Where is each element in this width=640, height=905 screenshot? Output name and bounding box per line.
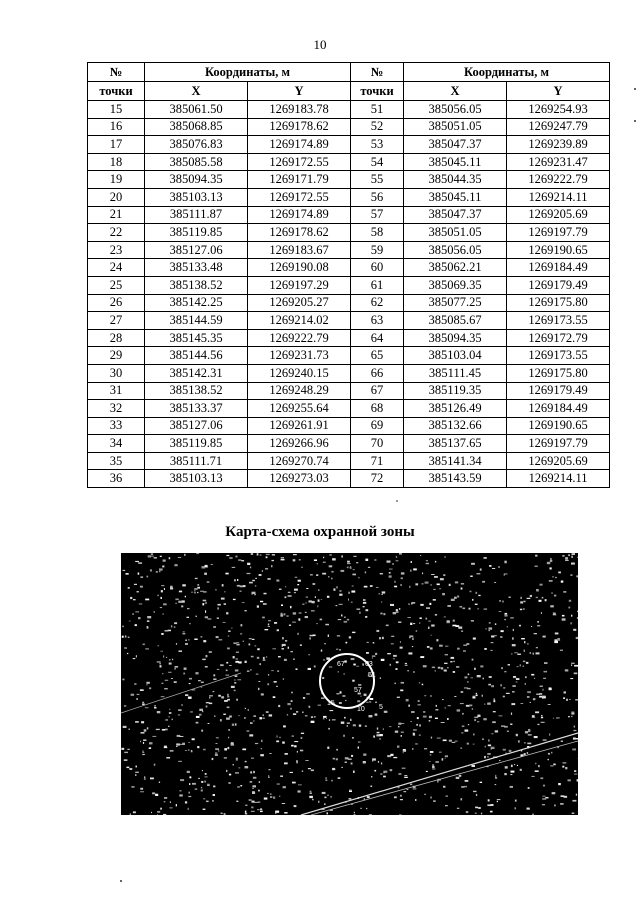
table-row (88, 382, 610, 400)
cell-x-right: 385094.35 (404, 329, 507, 347)
cell-x-left: 385142.31 (145, 364, 248, 382)
cell-x-left: 385144.59 (145, 312, 248, 330)
header-coordinates-left: Координаты, м (145, 63, 351, 82)
map-point-label: 10 (357, 706, 365, 713)
cell-x-left: 385119.85 (145, 224, 248, 242)
cell-point-number-right: 60 (351, 259, 404, 277)
cell-x-right: 385047.37 (404, 206, 507, 224)
cell-point-number-left: 19 (88, 171, 145, 189)
map-point-label: 51 (368, 672, 376, 679)
scan-speck (634, 88, 636, 90)
cell-x-left: 385133.37 (145, 400, 248, 418)
table-row (88, 470, 610, 488)
coordinates-table (87, 62, 610, 488)
table-row (88, 329, 610, 347)
cell-y-right: 1269222.79 (507, 171, 610, 189)
cell-x-left: 385103.13 (145, 188, 248, 206)
cell-x-right: 385132.66 (404, 417, 507, 435)
cell-x-left: 385133.48 (145, 259, 248, 277)
table-row (88, 153, 610, 171)
cell-point-number-right: 51 (351, 101, 404, 119)
table-row (88, 171, 610, 189)
cell-x-right: 385143.59 (404, 470, 507, 488)
cell-x-left: 385085.58 (145, 153, 248, 171)
cell-x-right: 385056.05 (404, 101, 507, 119)
cell-y-right: 1269173.55 (507, 312, 610, 330)
cell-x-left: 385103.13 (145, 470, 248, 488)
scan-speck (120, 880, 122, 882)
cell-point-number-left: 31 (88, 382, 145, 400)
cell-point-number-right: 70 (351, 435, 404, 453)
table-row (88, 118, 610, 136)
cell-x-left: 385145.35 (145, 329, 248, 347)
table-row (88, 188, 610, 206)
table-row (88, 417, 610, 435)
cell-x-right: 385103.04 (404, 347, 507, 365)
cell-x-right: 385137.65 (404, 435, 507, 453)
cell-point-number-right: 53 (351, 136, 404, 154)
cell-x-right: 385141.34 (404, 452, 507, 470)
table-row (88, 241, 610, 259)
cell-x-right: 385051.05 (404, 118, 507, 136)
cell-point-number-right: 68 (351, 400, 404, 418)
cell-x-left: 385111.87 (145, 206, 248, 224)
cell-y-right: 1269179.49 (507, 276, 610, 294)
table-row (88, 452, 610, 470)
cell-y-left: 1269172.55 (248, 153, 351, 171)
cell-point-number-left: 16 (88, 118, 145, 136)
cell-point-number-left: 17 (88, 136, 145, 154)
header-x-right: X (404, 82, 507, 101)
cell-y-left: 1269178.62 (248, 118, 351, 136)
cell-point-number-left: 22 (88, 224, 145, 242)
table-row (88, 435, 610, 453)
map-point-label: 15 (327, 700, 335, 707)
table-row (88, 136, 610, 154)
cell-x-left: 385076.83 (145, 136, 248, 154)
cell-point-number-right: 67 (351, 382, 404, 400)
cell-y-left: 1269174.89 (248, 206, 351, 224)
cell-y-right: 1269197.79 (507, 224, 610, 242)
cell-point-number-right: 71 (351, 452, 404, 470)
table-row (88, 347, 610, 365)
cell-y-right: 1269175.80 (507, 294, 610, 312)
cell-y-right: 1269184.49 (507, 400, 610, 418)
cell-y-left: 1269171.79 (248, 171, 351, 189)
table-row (88, 312, 610, 330)
cell-point-number-right: 52 (351, 118, 404, 136)
cell-y-right: 1269190.65 (507, 241, 610, 259)
table-row (88, 294, 610, 312)
cell-x-left: 385127.06 (145, 241, 248, 259)
header-x-left: X (145, 82, 248, 101)
header-point-label-right: точки (351, 82, 404, 101)
cell-y-left: 1269222.79 (248, 329, 351, 347)
cell-point-number-left: 27 (88, 312, 145, 330)
header-y-right: Y (507, 82, 610, 101)
cell-y-right: 1269239.89 (507, 136, 610, 154)
cell-point-number-left: 33 (88, 417, 145, 435)
cell-point-number-right: 54 (351, 153, 404, 171)
cell-point-number-left: 36 (88, 470, 145, 488)
cell-y-left: 1269261.91 (248, 417, 351, 435)
cell-x-left: 385068.85 (145, 118, 248, 136)
cell-point-number-right: 64 (351, 329, 404, 347)
cell-y-right: 1269205.69 (507, 452, 610, 470)
cell-point-number-left: 15 (88, 101, 145, 119)
cell-point-number-right: 63 (351, 312, 404, 330)
cell-point-number-left: 25 (88, 276, 145, 294)
cell-x-right: 385062.21 (404, 259, 507, 277)
cell-x-right: 385077.25 (404, 294, 507, 312)
cell-point-number-right: 69 (351, 417, 404, 435)
table-subheader-row (88, 82, 610, 101)
cell-x-right: 385069.35 (404, 276, 507, 294)
cell-x-right: 385056.05 (404, 241, 507, 259)
cell-x-right: 385045.11 (404, 153, 507, 171)
cell-y-left: 1269183.67 (248, 241, 351, 259)
table-row (88, 259, 610, 277)
cell-y-right: 1269175.80 (507, 364, 610, 382)
cell-y-right: 1269172.79 (507, 329, 610, 347)
table-row (88, 224, 610, 242)
cell-x-left: 385127.06 (145, 417, 248, 435)
header-y-left: Y (248, 82, 351, 101)
cell-y-right: 1269231.47 (507, 153, 610, 171)
cell-y-right: 1269179.49 (507, 382, 610, 400)
scan-speck (634, 120, 636, 122)
cell-y-left: 1269270.74 (248, 452, 351, 470)
cell-y-left: 1269190.08 (248, 259, 351, 277)
cell-point-number-left: 23 (88, 241, 145, 259)
cell-x-left: 385144.56 (145, 347, 248, 365)
map-point-label: 67 (337, 661, 345, 668)
map-image (121, 553, 578, 815)
cell-x-left: 385119.85 (145, 435, 248, 453)
cell-y-left: 1269183.78 (248, 101, 351, 119)
cell-point-number-left: 24 (88, 259, 145, 277)
cell-y-left: 1269172.55 (248, 188, 351, 206)
table-row (88, 276, 610, 294)
cell-x-left: 385061.50 (145, 101, 248, 119)
cell-point-number-right: 61 (351, 276, 404, 294)
table-row (88, 206, 610, 224)
cell-y-left: 1269205.27 (248, 294, 351, 312)
map-point-label: 57 (354, 687, 362, 694)
cell-y-left: 1269273.03 (248, 470, 351, 488)
table-header-row (88, 63, 610, 82)
cell-x-right: 385047.37 (404, 136, 507, 154)
header-point-number-left: № (88, 63, 145, 82)
cell-x-right: 385051.05 (404, 224, 507, 242)
cell-y-right: 1269214.11 (507, 470, 610, 488)
cell-y-left: 1269178.62 (248, 224, 351, 242)
cell-point-number-left: 29 (88, 347, 145, 365)
cell-y-left: 1269240.15 (248, 364, 351, 382)
cell-point-number-right: 55 (351, 171, 404, 189)
cell-x-right: 385085.67 (404, 312, 507, 330)
cell-point-number-right: 66 (351, 364, 404, 382)
cell-y-right: 1269205.69 (507, 206, 610, 224)
table-row (88, 101, 610, 119)
cell-y-left: 1269248.29 (248, 382, 351, 400)
cell-point-number-right: 58 (351, 224, 404, 242)
cell-point-number-left: 26 (88, 294, 145, 312)
cell-point-number-left: 30 (88, 364, 145, 382)
cell-point-number-left: 35 (88, 452, 145, 470)
cell-y-left: 1269174.89 (248, 136, 351, 154)
cell-x-left: 385142.25 (145, 294, 248, 312)
cell-y-right: 1269197.79 (507, 435, 610, 453)
cell-x-left: 385094.35 (145, 171, 248, 189)
cell-point-number-left: 20 (88, 188, 145, 206)
scan-speck (396, 500, 398, 502)
cell-x-right: 385126.49 (404, 400, 507, 418)
cell-y-right: 1269254.93 (507, 101, 610, 119)
cell-y-right: 1269190.65 (507, 417, 610, 435)
map-title: Карта-схема охранной зоны (225, 524, 415, 540)
cell-x-right: 385119.35 (404, 382, 507, 400)
cell-y-left: 1269255.64 (248, 400, 351, 418)
cell-point-number-left: 32 (88, 400, 145, 418)
cell-point-number-right: 72 (351, 470, 404, 488)
table-row (88, 364, 610, 382)
cell-y-left: 1269231.73 (248, 347, 351, 365)
cell-point-number-right: 62 (351, 294, 404, 312)
cell-x-right: 385045.11 (404, 188, 507, 206)
table-row (88, 400, 610, 418)
cell-x-left: 385111.71 (145, 452, 248, 470)
cell-point-number-left: 21 (88, 206, 145, 224)
cell-y-left: 1269197.29 (248, 276, 351, 294)
header-point-number-right: № (351, 63, 404, 82)
cell-y-left: 1269266.96 (248, 435, 351, 453)
cell-y-right: 1269184.49 (507, 259, 610, 277)
cell-x-left: 385138.52 (145, 276, 248, 294)
cell-point-number-left: 28 (88, 329, 145, 347)
cell-y-left: 1269214.02 (248, 312, 351, 330)
map-point-label: 5 (379, 704, 383, 711)
page-number: 10 (313, 37, 327, 52)
cell-point-number-left: 34 (88, 435, 145, 453)
cell-y-right: 1269247.79 (507, 118, 610, 136)
cell-x-left: 385138.52 (145, 382, 248, 400)
cell-y-right: 1269214.11 (507, 188, 610, 206)
cell-point-number-left: 18 (88, 153, 145, 171)
cell-point-number-right: 57 (351, 206, 404, 224)
cell-point-number-right: 56 (351, 188, 404, 206)
map-point-label: 63 (365, 661, 373, 668)
coordinates-table-body (88, 101, 610, 488)
cell-point-number-right: 59 (351, 241, 404, 259)
cell-point-number-right: 65 (351, 347, 404, 365)
cell-x-right: 385044.35 (404, 171, 507, 189)
header-point-label-left: точки (88, 82, 145, 101)
cell-x-right: 385111.45 (404, 364, 507, 382)
cell-y-right: 1269173.55 (507, 347, 610, 365)
protection-zone-map (121, 553, 578, 815)
header-coordinates-right: Координаты, м (404, 63, 610, 82)
